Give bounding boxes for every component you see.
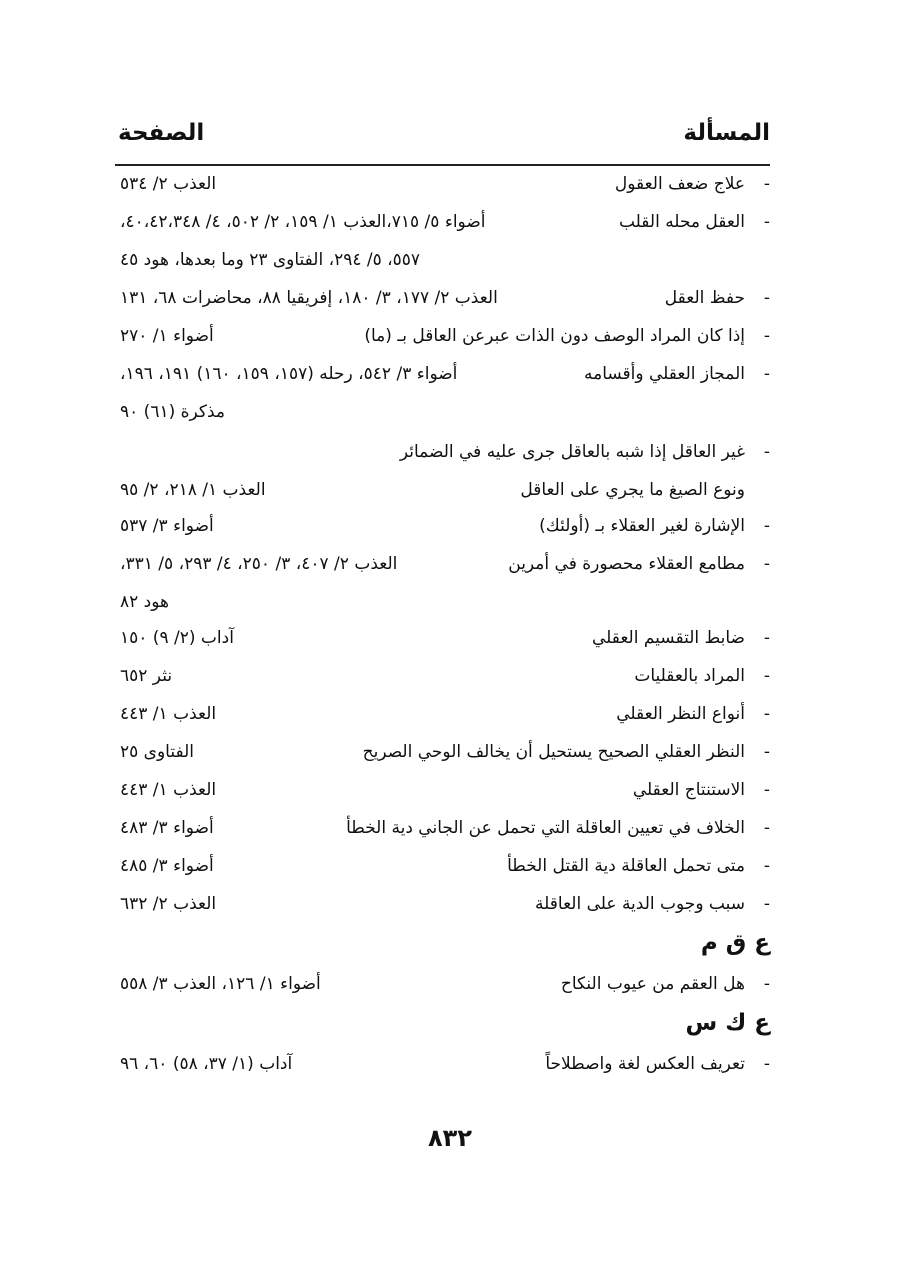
bullet-dash: - xyxy=(763,818,770,838)
entry-topic: علاج ضعف العقول xyxy=(614,174,745,194)
entry-topic: ضابط التقسيم العقلي xyxy=(591,628,745,648)
bullet-dash: - xyxy=(763,856,770,876)
entry-ref: نثر ٦٥٢ xyxy=(120,666,173,686)
entry-ref: الفتاوى ٢٥ xyxy=(120,742,194,762)
entry-topic: هل العقم من عيوب النكاح xyxy=(560,974,745,994)
entry-ref: العذب ١/ ٢١٨، ٢/ ٩٥ xyxy=(120,480,266,500)
bullet-dash: - xyxy=(763,212,770,232)
entry-topic: الإشارة لغير العقلاء بـ (أولئك) xyxy=(539,516,745,536)
bullet-dash: - xyxy=(763,554,770,574)
bullet-dash: - xyxy=(763,288,770,308)
column-header-issue: المسألة xyxy=(683,120,770,146)
entry-ref: آداب (٢/ ٩) ١٥٠ xyxy=(120,628,234,648)
entry-topic: غير العاقل إذا شبه بالعاقل جرى عليه في الضمائر xyxy=(399,442,745,462)
entry-topic: العقل محله القلب xyxy=(618,212,745,232)
entry-topic: أنواع النظر العقلي xyxy=(616,704,745,724)
bullet-dash: - xyxy=(763,780,770,800)
entry-topic: متى تحمل العاقلة دية القتل الخطأ xyxy=(507,856,745,876)
entry-ref: أضواء ٥/ ٧١٥،العذب ١/ ١٥٩، ٢/ ٥٠٢، ٤/ ٤٠،٤٢،٣٤٨، xyxy=(120,212,486,232)
entry-topic: المجاز العقلي وأقسامه xyxy=(583,364,745,384)
entry-topic-continued: ونوع الصيغ ما يجري على العاقل xyxy=(520,480,745,500)
entry-topic: حفظ العقل xyxy=(664,288,745,308)
bullet-dash: - xyxy=(763,628,770,648)
entry-topic: الاستنتاج العقلي xyxy=(632,780,745,800)
entry-ref: العذب ٢/ ٦٣٢ xyxy=(120,894,217,914)
entry-ref: العذب ٢/ ٤٠٧، ٣/ ٢٥٠، ٤/ ٢٩٣، ٥/ ٣٣١، xyxy=(120,554,398,574)
bullet-dash: - xyxy=(763,1054,770,1074)
section-heading: ع ك س xyxy=(685,1010,770,1036)
entry-ref: العذب ١/ ٤٤٣ xyxy=(120,704,217,724)
bullet-dash: - xyxy=(763,516,770,536)
entry-topic: تعريف العكس لغة واصطلاحاً xyxy=(545,1054,745,1074)
section-heading: ع ق م xyxy=(700,930,770,956)
entry-ref-continued: مذكرة (٦١) ٩٠ xyxy=(120,402,226,422)
entry-ref: آداب (١/ ٣٧، ٥٨) ٦٠، ٩٦ xyxy=(120,1054,293,1074)
entry-ref: العذب ٢/ ٥٣٤ xyxy=(120,174,217,194)
entry-ref: العذب ٢/ ١٧٧، ٣/ ١٨٠، إفريقيا ٨٨، محاضرات ٦٨، ١٣١ xyxy=(120,288,498,308)
entry-ref: أضواء ١/ ٢٧٠ xyxy=(120,326,214,346)
column-header-page: الصفحة xyxy=(118,120,205,146)
bullet-dash: - xyxy=(763,742,770,762)
entry-topic: مطامع العقلاء محصورة في أمرين xyxy=(508,554,745,574)
bullet-dash: - xyxy=(763,974,770,994)
bullet-dash: - xyxy=(763,704,770,724)
entry-topic: المراد بالعقليات xyxy=(634,666,745,686)
entry-ref: العذب ١/ ٤٤٣ xyxy=(120,780,217,800)
entry-ref: أضواء ٣/ ٥٤٢، رحله (١٥٧، ١٥٩، ١٦٠) ١٩١، ١٩٦، xyxy=(120,364,458,384)
header-divider xyxy=(115,164,770,166)
entry-ref: أضواء ٣/ ٤٨٣ xyxy=(120,818,214,838)
entry-ref-continued: ٥٥٧، ٥/ ٢٩٤، الفتاوى ٢٣ وما بعدها، هود ٤٥ xyxy=(120,250,421,270)
entry-topic: النظر العقلي الصحيح يستحيل أن يخالف الوحي الصريح xyxy=(362,742,745,762)
entry-ref: أضواء ٣/ ٥٣٧ xyxy=(120,516,214,536)
bullet-dash: - xyxy=(763,442,770,462)
bullet-dash: - xyxy=(763,666,770,686)
entry-topic: إذا كان المراد الوصف دون الذات عبرعن العاقل بـ (ما) xyxy=(364,326,745,346)
bullet-dash: - xyxy=(763,174,770,194)
entry-ref: أضواء ١/ ١٢٦، العذب ٣/ ٥٥٨ xyxy=(120,974,321,994)
bullet-dash: - xyxy=(763,326,770,346)
bullet-dash: - xyxy=(763,894,770,914)
entry-ref-continued: هود ٨٢ xyxy=(120,592,169,612)
entry-topic: سبب وجوب الدية على العاقلة xyxy=(535,894,745,914)
entry-ref: أضواء ٣/ ٤٨٥ xyxy=(120,856,214,876)
entry-topic: الخلاف في تعيين العاقلة التي تحمل عن الجاني دية الخطأ xyxy=(346,818,745,838)
bullet-dash: - xyxy=(763,364,770,384)
page-number: ٨٣٢ xyxy=(428,1124,472,1152)
